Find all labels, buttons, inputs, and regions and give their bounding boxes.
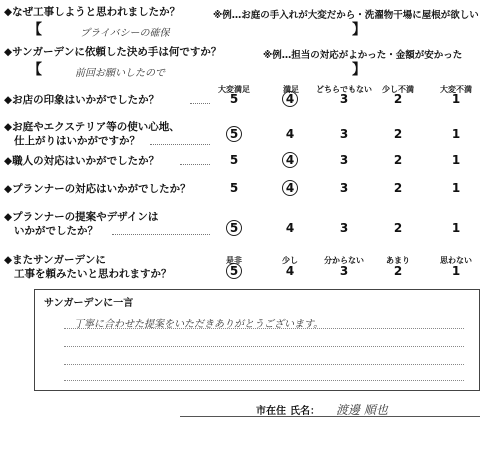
bracket-open: 【 (28, 22, 42, 38)
scale-label-very-dissatisfied: 大変不満 (440, 85, 472, 94)
bracket-close: 】 (352, 62, 366, 78)
rating-2: 2 (393, 92, 403, 106)
scale-label-neutral: どちらでもない (316, 85, 372, 94)
question-reason-note: ※例…お庭の手入れが大変だから・洗濯物干場に屋根が欲しい (213, 10, 479, 21)
rating-3: 3 (339, 181, 349, 195)
rating-5: 5 (229, 92, 239, 106)
rating-2: 2 (393, 264, 403, 278)
selected-rating-circle (282, 91, 298, 107)
comment-line (64, 380, 464, 381)
rating-3: 3 (339, 153, 349, 167)
rating-1: 1 (451, 92, 461, 106)
leader-dots (180, 164, 210, 165)
rating-4: 4 (285, 181, 295, 195)
question-reason (4, 6, 180, 19)
rating-3: 3 (339, 221, 349, 235)
leader-dots (112, 234, 210, 235)
rating-1: 1 (451, 153, 461, 167)
question-planner-response: ◆プランナーの対応はいかがでしたか？ (4, 183, 191, 195)
question-repeat-intent-line2: 工事を頼みたいと思われますか？ (14, 268, 172, 280)
question-craftsman-response: ◆職人の対応はいかがでしたか？ (4, 155, 160, 167)
comment-title: サンガーデンに一言 (44, 298, 134, 309)
question-planner-design-line2: いかがでしたか？ (14, 225, 98, 237)
city-label: 市在住 (256, 406, 286, 417)
question-store-impression: ◆お店の印象はいかがでしたか？ (4, 94, 160, 106)
intent-label-definitely: 是非 (226, 256, 242, 265)
question-usability: ◆お庭やエクステリア等の使い心地、 (4, 121, 180, 133)
question-reason-title: ◆なぜ工事しようと思われましたか？ (4, 6, 181, 18)
rating-5: 5 (229, 153, 239, 167)
rating-1: 1 (451, 264, 461, 278)
question-usability-line2: 仕上がりはいかがですか？ (14, 135, 140, 147)
question-deciding-factor-note: ※例…担当の対応がよかった・金額が安かった (263, 50, 463, 61)
rating-3: 3 (339, 264, 349, 278)
question-deciding-factor-title: ◆サンガーデンに依頼した決め手は何ですか？ (4, 46, 222, 58)
rating-2: 2 (393, 181, 403, 195)
intent-label-unsure: 分からない (324, 256, 364, 265)
scale-label-very-satisfied: 大変満足 (218, 85, 250, 94)
rating-3: 3 (339, 127, 349, 141)
selected-rating-circle (226, 263, 242, 279)
intent-label-no: 思わない (440, 256, 472, 265)
answer-reason: プライバシーの確保 (80, 28, 170, 39)
comment-text: 丁寧に合わせた提案をいただきありがとうございます。 (74, 319, 324, 330)
scale-label-satisfied: 満足 (283, 85, 299, 94)
rating-4: 4 (285, 221, 295, 235)
rating-1: 1 (451, 221, 461, 235)
intent-label-not-much: あまり (386, 256, 410, 265)
comment-line (64, 346, 464, 347)
rating-2: 2 (393, 153, 403, 167)
question-deciding-factor (4, 46, 221, 59)
selected-rating-circle (226, 126, 242, 142)
rating-5: 5 (229, 181, 239, 195)
question-repeat-intent: ◆またサンガーデンに (4, 254, 106, 266)
rating-5: 5 (229, 127, 239, 141)
comment-line (64, 328, 464, 329)
rating-5: 5 (229, 221, 239, 235)
signature-line (180, 416, 480, 417)
leader-dots (150, 144, 210, 145)
selected-rating-circle (282, 180, 298, 196)
question-planner-design: ◆プランナーの提案やデザインは (4, 211, 159, 223)
answer-deciding-factor: 前回お願いしたので (75, 68, 165, 79)
rating-1: 1 (451, 127, 461, 141)
bracket-open: 【 (28, 62, 42, 78)
rating-5: 5 (229, 264, 239, 278)
rating-4: 4 (285, 92, 295, 106)
bracket-close: 】 (352, 22, 366, 38)
rating-2: 2 (393, 221, 403, 235)
name-value: 渡邊 順也 (336, 403, 388, 417)
selected-rating-circle (282, 152, 298, 168)
rating-4: 4 (285, 127, 295, 141)
rating-2: 2 (393, 127, 403, 141)
rating-4: 4 (285, 153, 295, 167)
intent-label-somewhat: 少し (282, 256, 298, 265)
name-label: 氏名： (290, 406, 320, 417)
leader-dots (190, 103, 210, 104)
comment-line (64, 364, 464, 365)
scale-label-slightly-dissatisfied: 少し不満 (382, 85, 414, 94)
rating-4: 4 (285, 264, 295, 278)
rating-3: 3 (339, 92, 349, 106)
rating-1: 1 (451, 181, 461, 195)
selected-rating-circle (226, 220, 242, 236)
